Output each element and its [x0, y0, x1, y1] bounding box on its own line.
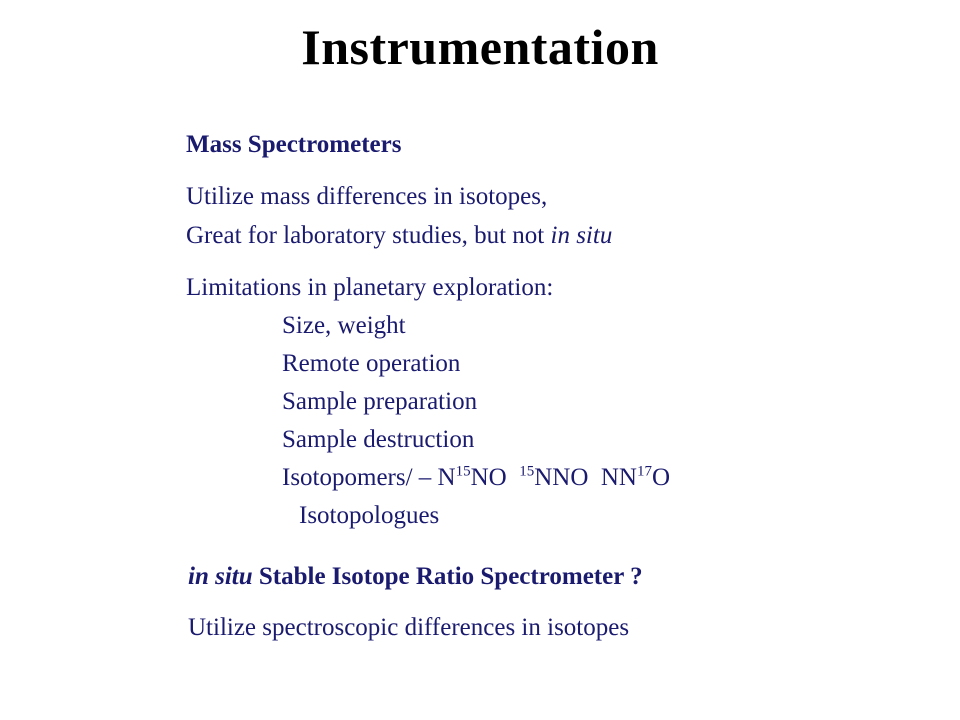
spectrometer-heading-text: Stable Isotope Ratio Spectrometer ?: [252, 563, 643, 590]
limitations-heading: Limitations in planetary exploration:: [186, 274, 554, 301]
isotope-superscript: 15: [519, 463, 535, 480]
limitation-item: Size, weight: [282, 312, 406, 339]
mass-spectrometers-heading: Mass Spectrometers: [186, 131, 402, 158]
isotopomer-formula: NNO NN: [534, 464, 637, 491]
isotopomer-formula: O: [652, 464, 671, 491]
isotopomers-line: [282, 464, 670, 492]
isotope-superscript: 15: [455, 463, 471, 480]
lab-studies-text: Great for laboratory studies, but not: [186, 222, 551, 249]
in-situ-spectrometer-heading: [188, 563, 643, 591]
limitation-item: Sample preparation: [282, 388, 478, 415]
slide-title: Instrumentation: [301, 19, 659, 75]
lab-studies-line: [186, 222, 612, 250]
isotopologues-line: Isotopologues: [299, 502, 440, 529]
isotope-superscript: 17: [637, 463, 652, 480]
mass-diff-line: Utilize mass differences in isotopes,: [186, 183, 548, 210]
limitation-item: Sample destruction: [282, 426, 475, 453]
isotopomer-formula: NO: [470, 464, 520, 491]
in-situ-text: in situ: [188, 563, 253, 590]
isotopomers-prefix: Isotopomers/ – N: [282, 464, 456, 491]
spectroscopic-diff-line: Utilize spectroscopic differences in isotopes: [188, 614, 630, 641]
limitation-item: Remote operation: [282, 350, 461, 377]
in-situ-text: in situ: [550, 222, 613, 249]
